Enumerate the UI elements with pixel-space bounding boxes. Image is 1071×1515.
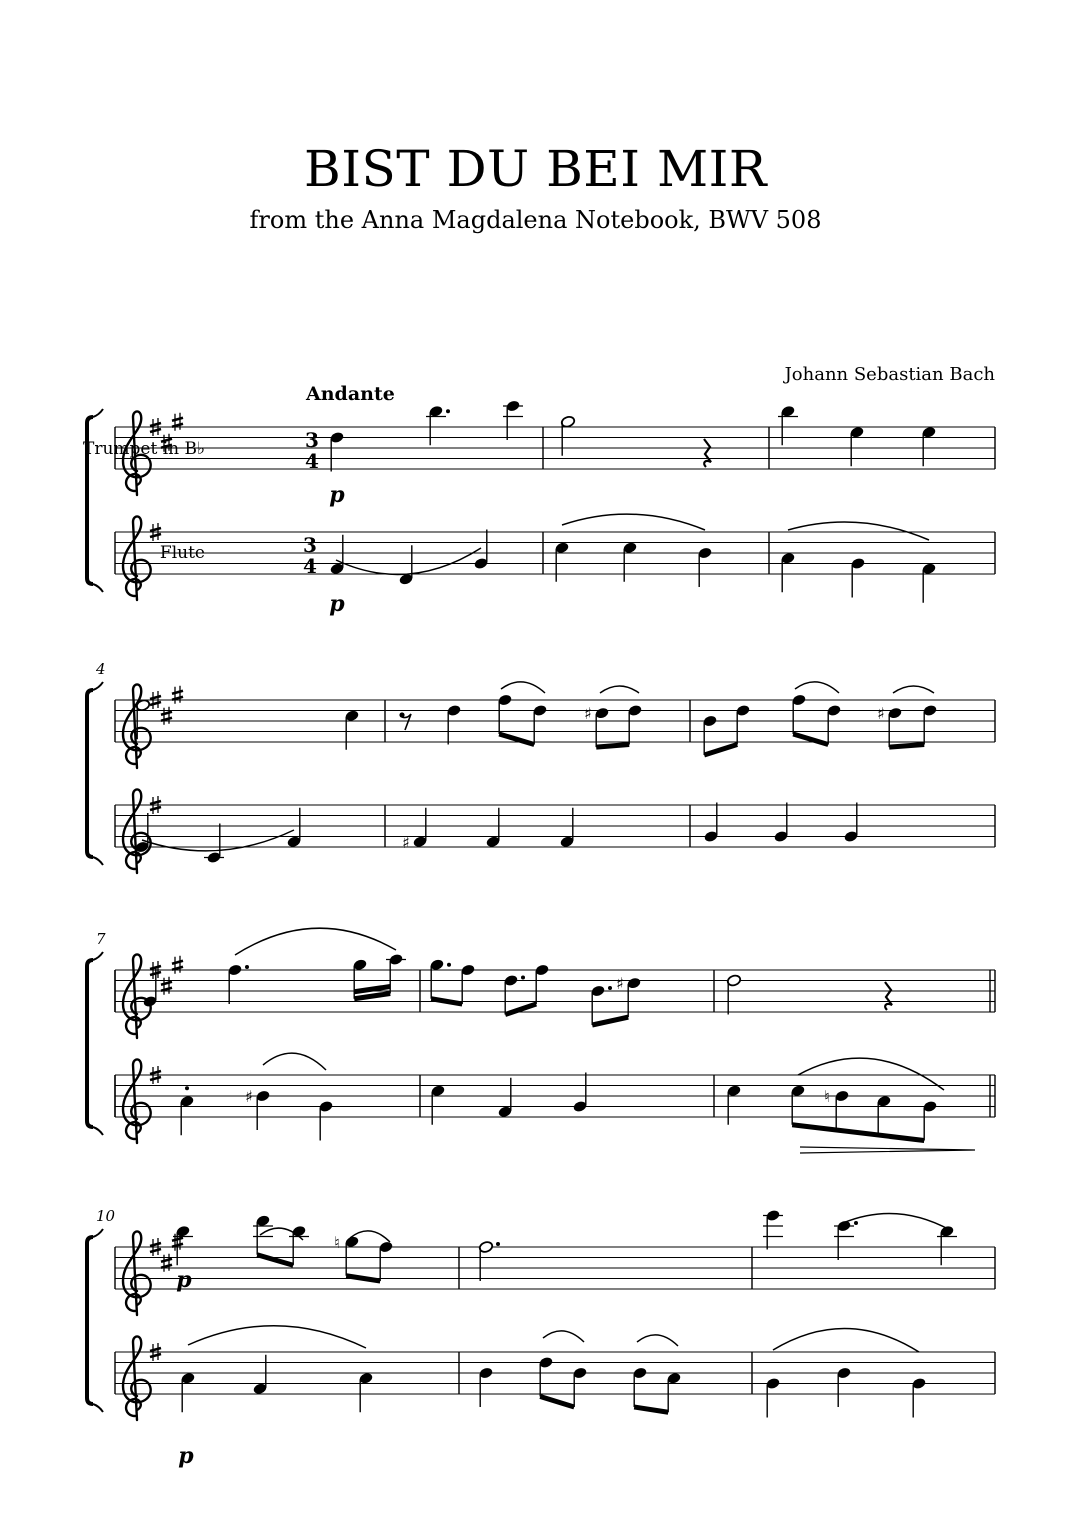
sharp-bar xyxy=(150,528,161,531)
note xyxy=(179,1095,194,1136)
note xyxy=(887,707,902,748)
augmentation-dot xyxy=(496,1242,500,1246)
treble-clef-stroke xyxy=(123,789,151,873)
beam xyxy=(505,1004,536,1015)
key-signature-sharp xyxy=(172,956,183,974)
note xyxy=(911,1377,926,1418)
dynamic-piano: p xyxy=(178,1443,194,1469)
sharp-bar xyxy=(150,696,161,699)
treble-clef xyxy=(123,516,151,600)
sharp-bar xyxy=(150,702,161,705)
note-g4 xyxy=(329,535,344,576)
treble-clef-stroke xyxy=(123,1336,151,1420)
sharp-bar xyxy=(172,961,183,964)
note xyxy=(834,1219,858,1260)
note-e5 xyxy=(446,704,461,745)
sharp-bar xyxy=(150,1077,161,1080)
quarter-rest xyxy=(885,982,892,1010)
note xyxy=(666,1372,681,1413)
bracket-tip xyxy=(93,584,103,592)
time-signature-numerator: 3 xyxy=(305,428,319,452)
note xyxy=(252,1355,267,1396)
system-bracket xyxy=(87,960,93,1127)
note-a4 xyxy=(473,530,488,571)
time-signature-denominator: 4 xyxy=(305,449,319,473)
slur xyxy=(263,1053,326,1070)
sharp-bar xyxy=(150,801,161,804)
note xyxy=(937,1225,957,1266)
beam xyxy=(592,1017,628,1025)
beam xyxy=(431,999,462,1004)
dynamic-piano: p xyxy=(329,482,345,508)
note xyxy=(430,1084,445,1125)
note xyxy=(412,808,427,849)
augmentation-dot xyxy=(446,409,450,413)
note xyxy=(791,693,806,734)
note-c5 xyxy=(344,709,359,750)
note xyxy=(790,1084,805,1125)
note xyxy=(180,1372,195,1413)
beam xyxy=(704,745,737,756)
beam xyxy=(346,1276,380,1281)
staccato-dot xyxy=(185,1086,189,1090)
augmentation-dot xyxy=(854,1221,858,1225)
accidental-glyph: ♯ xyxy=(616,974,624,994)
sharp-bar xyxy=(172,418,183,421)
note xyxy=(534,963,549,1004)
treble-clef xyxy=(123,789,151,873)
accidental-glyph: ♯ xyxy=(402,832,410,852)
key-signature-sharp xyxy=(161,1254,172,1272)
treble-clef-stroke xyxy=(123,1059,151,1143)
bracket-tip xyxy=(93,1404,103,1412)
sharp-bar xyxy=(172,967,183,970)
note xyxy=(538,1356,553,1397)
beam xyxy=(889,745,924,748)
note-e5 xyxy=(329,431,344,472)
bracket-tip xyxy=(93,857,103,865)
slur xyxy=(188,1326,366,1348)
note xyxy=(826,704,841,745)
accidental-glyph: ♯ xyxy=(877,704,885,724)
sharp-bar xyxy=(161,982,172,985)
treble-clef xyxy=(123,1336,151,1420)
note-d5 xyxy=(622,541,637,582)
note xyxy=(532,704,547,745)
bracket-tip xyxy=(93,1127,103,1135)
accidental-glyph: ♮ xyxy=(824,1087,830,1106)
note xyxy=(876,1095,891,1136)
slur xyxy=(543,1331,584,1342)
score-subtitle: from the Anna Magdalena Notebook, BWV 508 xyxy=(249,206,822,234)
augmentation-dot xyxy=(521,976,525,980)
note-b4 xyxy=(780,552,795,593)
sharp-bar xyxy=(161,1265,172,1268)
treble-clef xyxy=(123,1231,151,1315)
note xyxy=(922,704,937,745)
note-g5 xyxy=(560,415,575,456)
note xyxy=(253,1214,273,1255)
treble-clef xyxy=(123,1059,151,1143)
treble-clef xyxy=(123,954,151,1038)
beam xyxy=(540,1397,574,1408)
note xyxy=(843,803,858,844)
note xyxy=(594,707,609,748)
sharp-bar xyxy=(161,988,172,991)
note xyxy=(358,1372,373,1413)
system-bracket xyxy=(87,1237,93,1404)
sharp-bar xyxy=(150,534,161,537)
note xyxy=(773,803,788,844)
composer-name: Johann Sebastian Bach xyxy=(784,364,995,385)
note xyxy=(763,1209,783,1250)
note xyxy=(318,1100,333,1141)
slur xyxy=(843,1214,950,1230)
augmentation-dot xyxy=(447,963,451,967)
key-signature-sharp xyxy=(161,977,172,995)
note xyxy=(572,1073,587,1114)
rest-stroke xyxy=(885,982,892,1010)
note xyxy=(478,1366,493,1407)
note xyxy=(460,963,475,1004)
note xyxy=(378,1240,393,1281)
rest-stroke xyxy=(704,439,711,467)
note xyxy=(632,1366,647,1407)
sharp-bar xyxy=(150,1249,161,1252)
accidental-glyph: ♮ xyxy=(334,1232,340,1252)
slur xyxy=(562,514,705,530)
note xyxy=(142,968,157,1009)
dynamic-piano: p xyxy=(176,1267,192,1293)
sharp-bar xyxy=(172,424,183,427)
sharp-bar xyxy=(150,1348,161,1351)
slur xyxy=(501,682,545,693)
bracket-tip xyxy=(93,952,103,960)
note xyxy=(286,808,301,849)
note-d5 xyxy=(849,426,864,467)
sharp-bar xyxy=(161,712,172,715)
sharp-bar xyxy=(150,807,161,810)
note xyxy=(497,693,512,734)
sharp-bar xyxy=(172,691,183,694)
note xyxy=(765,1377,780,1418)
augmentation-dot xyxy=(245,965,249,969)
slur xyxy=(142,830,294,851)
slur xyxy=(600,686,639,693)
system-bracket xyxy=(87,690,93,857)
slur xyxy=(788,522,929,540)
score-system xyxy=(87,1229,995,1412)
instrument-label-trumpet: Trumpet in B♭ xyxy=(82,439,205,459)
beam xyxy=(354,994,390,999)
beam xyxy=(634,1407,668,1412)
slur xyxy=(235,928,396,955)
bracket-tip xyxy=(93,1229,103,1237)
sharp-bar xyxy=(150,1243,161,1246)
note xyxy=(559,808,574,849)
note xyxy=(572,1366,587,1407)
note-g4 xyxy=(921,562,936,603)
sharp-bar xyxy=(161,1259,172,1262)
note xyxy=(485,808,500,849)
slur xyxy=(773,1328,919,1352)
sharp-bar xyxy=(150,1071,161,1074)
beam xyxy=(792,1125,924,1141)
score-title: BIST DU BEI MIR xyxy=(303,140,768,198)
measure-number: 10 xyxy=(96,1207,116,1225)
note xyxy=(922,1100,937,1141)
treble-clef-stroke xyxy=(123,516,151,600)
note-a5 xyxy=(426,405,450,446)
note xyxy=(627,704,642,745)
sharp-bar xyxy=(150,423,161,426)
note-d5 xyxy=(554,541,569,582)
key-signature-sharp xyxy=(172,686,183,704)
note xyxy=(703,803,718,844)
beam xyxy=(793,734,828,745)
note xyxy=(497,1078,512,1119)
sharp-bar xyxy=(150,1354,161,1357)
treble-clef-stroke xyxy=(123,1231,151,1315)
treble-clef-stroke xyxy=(123,954,151,1038)
sharp-bar xyxy=(150,429,161,432)
slur xyxy=(893,686,934,693)
sharp-bar xyxy=(172,697,183,700)
quarter-rest xyxy=(704,439,711,467)
dynamic-piano: p xyxy=(329,591,345,617)
tempo-marking: Andante xyxy=(306,383,395,405)
slur xyxy=(637,1335,678,1346)
time-signature-numerator: 3 xyxy=(303,533,317,557)
note xyxy=(726,974,741,1015)
note xyxy=(735,704,750,745)
note-a4 xyxy=(850,557,865,598)
slur xyxy=(336,548,481,574)
note-c5 xyxy=(697,546,712,587)
note xyxy=(204,824,224,865)
decrescendo-hairpin xyxy=(800,1147,975,1153)
bracket-tip xyxy=(93,409,103,417)
beam xyxy=(499,734,534,745)
time-signature-denominator: 4 xyxy=(303,554,317,578)
score-system xyxy=(87,952,995,1135)
accidental-glyph: ♯ xyxy=(584,704,592,724)
note xyxy=(344,1235,359,1276)
measure-number: 4 xyxy=(96,660,106,678)
key-signature-sharp xyxy=(172,413,183,431)
instrument-label-flute: Flute xyxy=(159,543,205,563)
key-signature-sharp xyxy=(161,707,172,725)
note xyxy=(429,958,451,999)
accidental-glyph: ♯ xyxy=(245,1087,253,1106)
note xyxy=(726,1084,741,1125)
note-e4 xyxy=(398,545,413,586)
sharp-bar xyxy=(161,718,172,721)
note xyxy=(626,977,641,1018)
slur xyxy=(795,682,839,693)
note xyxy=(836,1366,851,1407)
note-b5 xyxy=(503,399,523,440)
bracket-tip xyxy=(93,682,103,690)
note xyxy=(834,1089,849,1130)
beam xyxy=(596,745,629,748)
note xyxy=(255,1089,270,1130)
measure-number: 7 xyxy=(96,930,106,948)
augmentation-dot xyxy=(608,986,612,990)
note-a5 xyxy=(778,405,798,446)
note-d5 xyxy=(921,426,936,467)
beam xyxy=(257,1255,293,1266)
